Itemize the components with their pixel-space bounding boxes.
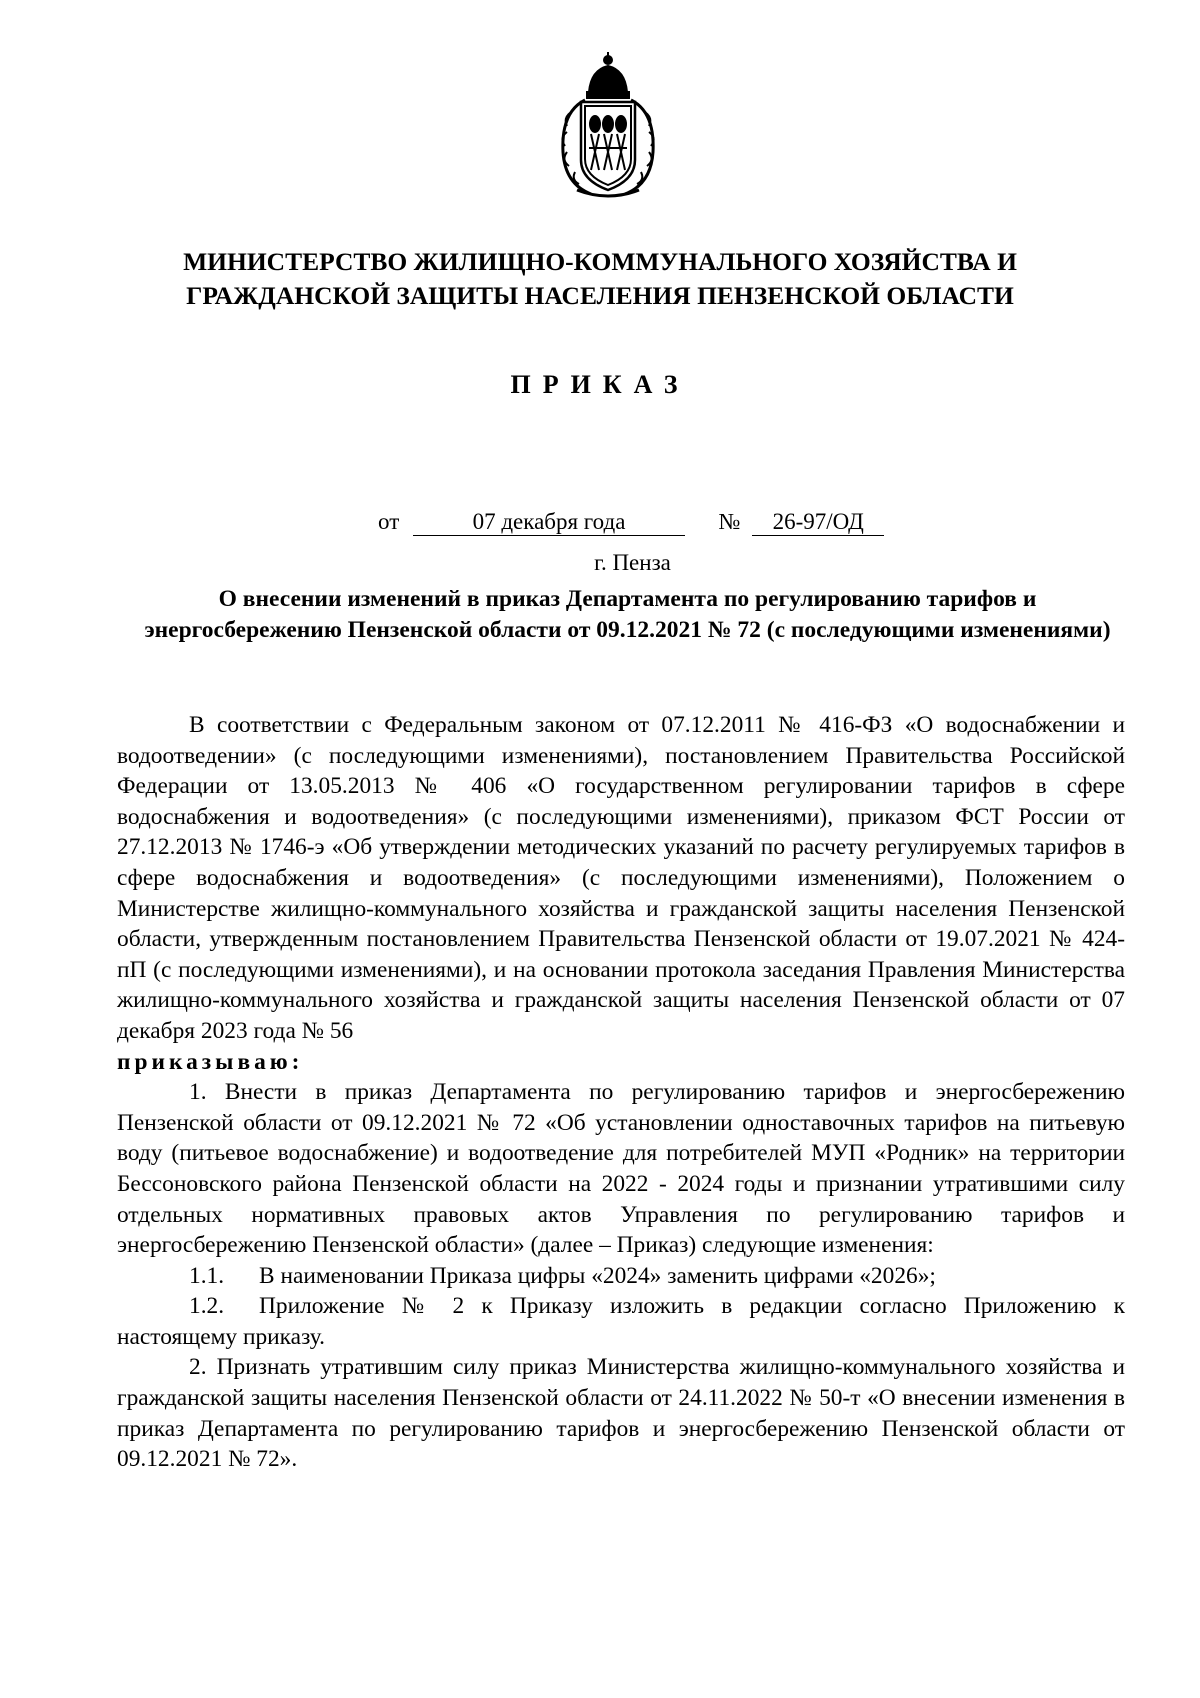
item-2-paragraph: 2. Признать утратившим силу приказ Министерства жилищно-коммунального хозяйства и гражданской защиты населения Пензенской области от 24.11.2022 № 50-т «О внесении изменения в приказ Департамента по регулированию тарифов и энергосбережению Пензенской области от 09.12.2021 № 72». xyxy=(117,1354,1125,1473)
item-1-1-number: 1.1. xyxy=(189,1262,225,1289)
city-name: г. Пенза xyxy=(594,550,671,575)
date-prefix: от xyxy=(378,509,400,534)
ministry-name-line2: ГРАЖДАНСКОЙ ЗАЩИТЫ НАСЕЛЕНИЯ ПЕНЗЕНСКОЙ ОБЛАСТИ xyxy=(186,281,1014,310)
item-1-2-number: 1.2. xyxy=(189,1293,225,1320)
number-prefix: № xyxy=(718,509,741,534)
item-1-paragraph: 1. Внести в приказ Департамента по регулированию тарифов и энергосбережению Пензенской области от 09.12.2021 № 72 «Об установлении одноставочных тарифов на питьевую воду (питьевое водоснабжение) и водоотведение для потребителей МУП «Родник» на территории Бессоновского района Пензенской области на 2022 - 2024 годы и признании утратившими силу отдельных нормативных правовых актов Управления по регулированию тарифов и энергосбережению Пензенской области» (далее – Приказ) следующие изменения: xyxy=(117,1079,1125,1259)
item-1-1-paragraph xyxy=(117,1261,1125,1292)
order-date: 07 декабря года xyxy=(413,509,685,536)
coat-of-arms-emblem xyxy=(551,52,665,200)
item-1-1-text: В наименовании Приказа цифры «2024» заменить цифрами «2026»; xyxy=(259,1262,936,1289)
item-1-2-paragraph xyxy=(117,1291,1125,1352)
order-number: 26-97/ОД xyxy=(752,509,884,536)
document-body xyxy=(117,710,1125,1475)
order-word: приказываю: xyxy=(117,1048,304,1075)
preamble-paragraph: В соответствии с Федеральным законом от 07.12.2011 № 416-ФЗ «О водоснабжении и водоотведении» (с последующими изменениями), постановлением Правительства Российской Федерации от 13.05.2013 № 406 «О государственном регулировании тарифов в сфере водоснабжения и водоотведения» (с последующими изменениями), приказом ФСТ России от 27.12.2013 № 1746-э «Об утверждении методических указаний по расчету регулируемых тарифов в сфере водоснабжения и водоотведения» (с последующими изменениями), Положением о Министерстве жилищно-коммунального хозяйства и гражданской защиты населения Пензенской области, утвержденным постановлением Правительства Пензенской области от 19.07.2021 № 424-пП (с последующими изменениями), и на основании протокола заседания Правления Министерства жилищно-коммунального хозяйства и гражданской защиты населения Пензенской области от 07 декабря 2023 года № 56 xyxy=(117,712,1125,1044)
date-number-line xyxy=(378,509,884,536)
ministry-name xyxy=(100,245,1100,313)
document-type-title: ПРИКАЗ xyxy=(510,370,690,399)
ministry-name-line1: МИНИСТЕРСТВО ЖИЛИЩНО-КОММУНАЛЬНОГО ХОЗЯЙСТВА И xyxy=(183,247,1017,276)
order-subject: О внесении изменений в приказ Департамента по регулированию тарифов и энергосбережению Пензенской области от 09.12.2021 № 72 (с последующими изменениями) xyxy=(144,586,1111,643)
item-1-2-text: Приложение № 2 к Приказу изложить в редакции согласно Приложению к настоящему приказу. xyxy=(117,1293,1125,1350)
